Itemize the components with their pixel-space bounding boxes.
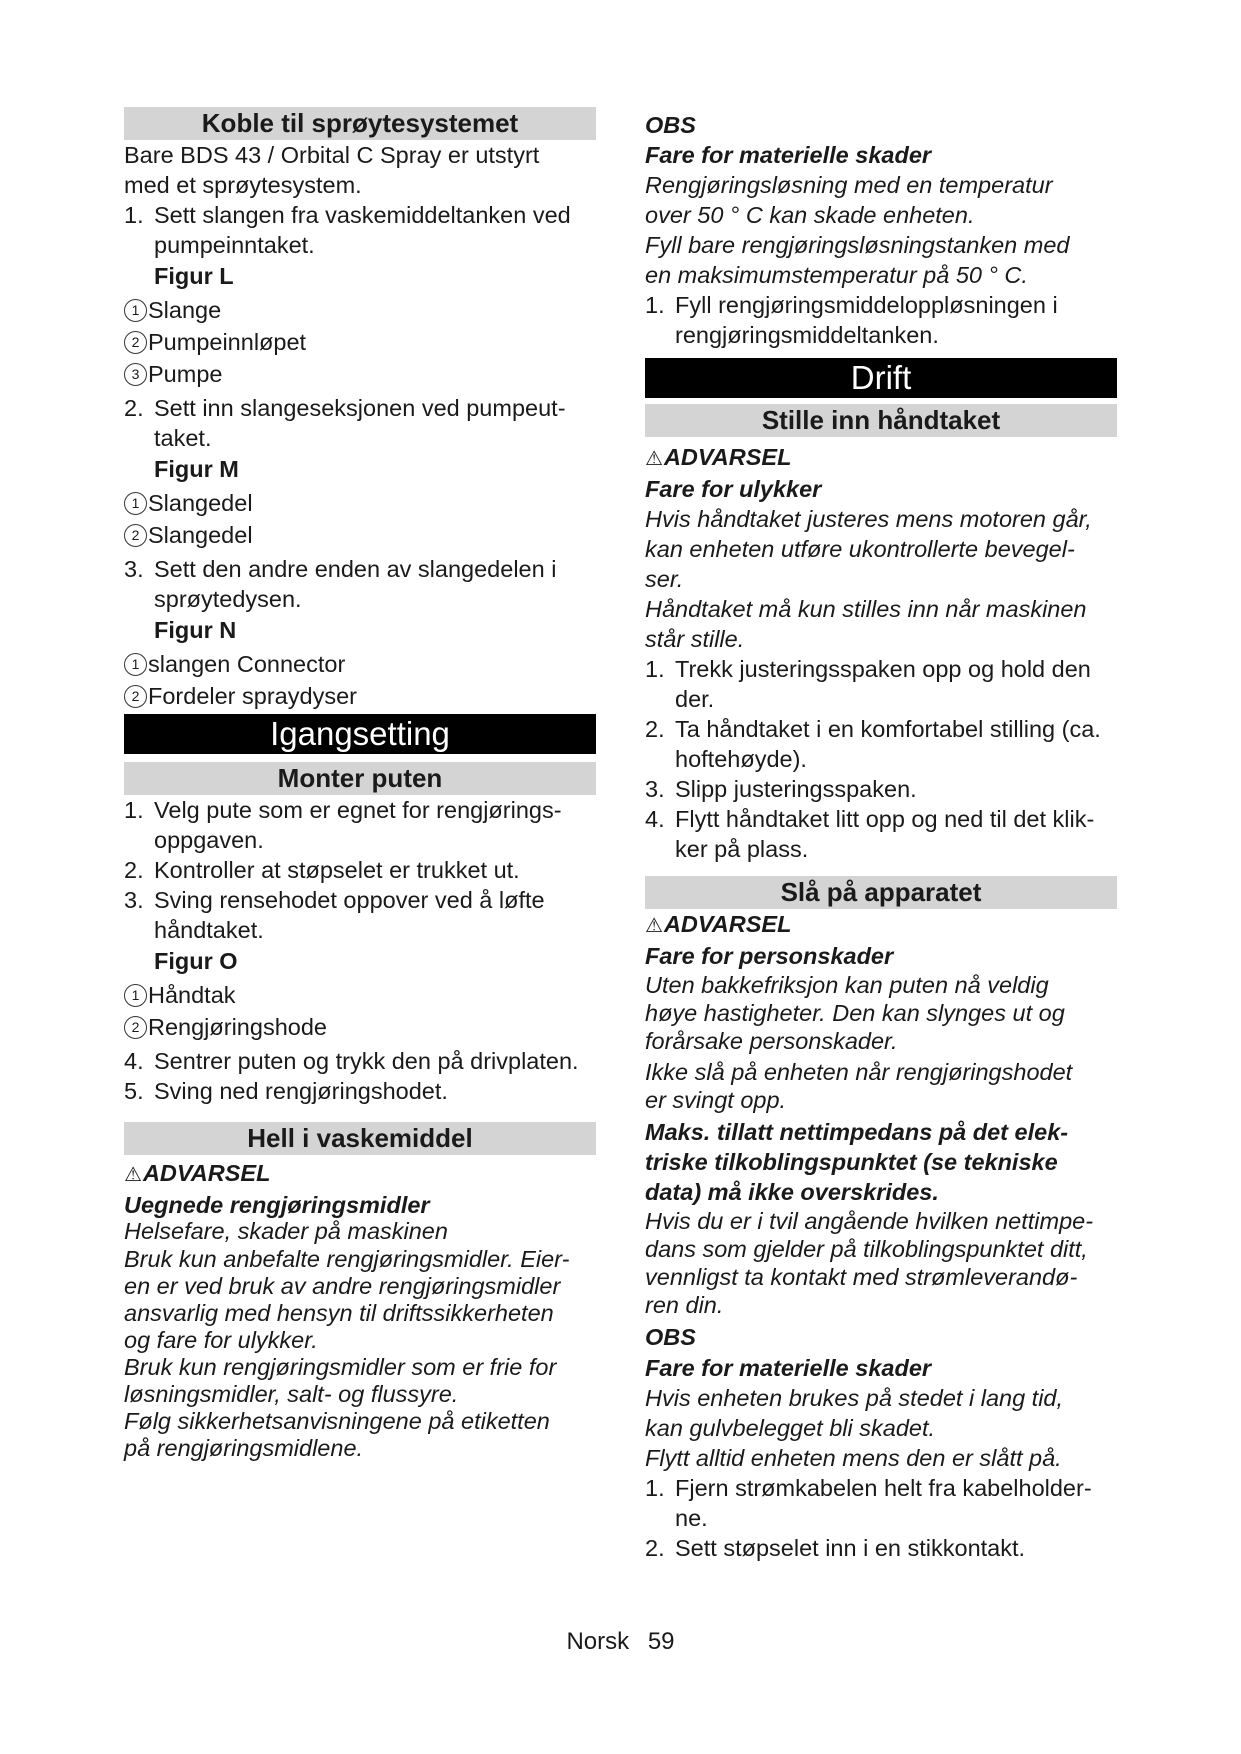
paragraph: Bruk kun rengjøringsmidler som er frie for løsningsmidler, salt- og flussyre.	[124, 1354, 557, 1407]
warning-title: ⚠ADVARSEL	[645, 911, 792, 937]
callout-number: 2	[124, 1016, 147, 1039]
paragraph: Håndtaket må kun stilles inn når maskinen står stille.	[645, 596, 1087, 652]
figure-label: Figur M	[154, 456, 239, 482]
step-item: 2. Sett inn slangeseksjonen ved pumpeut- taket.	[124, 395, 566, 451]
warning-icon: ⚠	[124, 1164, 142, 1186]
paragraph: Hvis enheten brukes på stedet i lang tid, kan gulvbelegget bli skadet.	[645, 1385, 1064, 1441]
callout-number: 3	[124, 363, 147, 386]
step-item: 2. Sett støpselet inn i en stikkontakt.	[645, 1535, 1026, 1561]
paragraph: Maks. tillatt nettimpedans på det elek- triske tilkoblingspunktet (se tekniske data) må ikke overskrides.	[645, 1119, 1069, 1205]
step-item: 1. Trekk justeringsspaken opp og hold den der.	[645, 656, 1091, 712]
chapter-banner: Igangsetting	[124, 714, 596, 754]
paragraph: Flytt alltid enheten mens den er slått på.	[645, 1445, 1062, 1471]
legend-item: 2 Fordeler spraydyser	[124, 680, 596, 712]
step-item: 4. Sentrer puten og trykk den på drivplaten.	[124, 1048, 579, 1074]
step-item: 3. Slipp justeringsspaken.	[645, 776, 917, 802]
figure-label: Figur L	[154, 263, 234, 289]
step-item: 4. Flytt håndtaket litt opp og ned til det klik- ker på plass.	[645, 806, 1095, 862]
legend-item: 1 Slangedel	[124, 487, 596, 519]
step-item: 5. Sving ned rengjøringshodet.	[124, 1078, 448, 1104]
warning-subtitle: Fare for ulykker	[645, 476, 822, 502]
legend-item: 2 Pumpeinnløpet	[124, 326, 596, 358]
paragraph: Hvis du er i tvil angående hvilken nettimpe- dans som gjelder på tilkoblingspunktet ditt, vennligst ta kontakt med strømleverandø- ren din.	[645, 1208, 1094, 1318]
legend-item: 1 Håndtak	[124, 979, 596, 1011]
intro-text: Bare BDS 43 / Orbital C Spray er utstyrt med et sprøytesystem.	[124, 142, 540, 198]
section-heading: Monter puten	[124, 762, 596, 795]
section-heading: Koble til sprøytesystemet	[124, 107, 596, 140]
step-item: 1. Fjern strømkabelen helt fra kabelholder- ne.	[645, 1475, 1092, 1531]
section-heading: Hell i vaskemiddel	[124, 1122, 596, 1155]
legend-item: 3 Pumpe	[124, 358, 596, 390]
step-item: 3. Sett den andre enden av slangedelen i sprøytedysen.	[124, 556, 557, 612]
paragraph: Følg sikkerhetsanvisningene på etiketten på rengjøringsmidlene.	[124, 1408, 550, 1461]
callout-number: 2	[124, 685, 147, 708]
step-item: 1. Fyll rengjøringsmiddeloppløsningen i rengjøringsmiddeltanken.	[645, 292, 1058, 348]
left-column	[124, 107, 596, 1462]
figure-label: Figur O	[154, 948, 238, 974]
footer-language: Norsk	[566, 1628, 630, 1655]
paragraph: Helsefare, skader på maskinen	[124, 1218, 448, 1244]
warning-subtitle: Fare for personskader	[645, 943, 894, 969]
notice-subtitle: Fare for materielle skader	[645, 142, 932, 168]
paragraph: Hvis håndtaket justeres mens motoren går, kan enheten utføre ukontrollerte bevegel- ser.	[645, 506, 1092, 592]
legend-item: 1 slangen Connector	[124, 648, 596, 680]
paragraph: Ikke slå på enheten når rengjøringshodet er svingt opp.	[645, 1059, 1073, 1113]
page-footer	[0, 1628, 1241, 1656]
warning-icon: ⚠	[645, 448, 663, 470]
step-item: 3. Sving rensehodet oppover ved å løfte håndtaket.	[124, 887, 545, 943]
step-item: 2. Kontroller at støpselet er trukket ut.	[124, 857, 520, 883]
notice-subtitle: Fare for materielle skader	[645, 1355, 932, 1381]
right-column	[645, 110, 1117, 1563]
warning-subtitle: Uegnede rengjøringsmidler	[124, 1192, 430, 1218]
warning-title: ⚠ADVARSEL	[124, 1160, 271, 1186]
warning-title: ⚠ADVARSEL	[645, 444, 792, 470]
legend-item: 2 Slangedel	[124, 519, 596, 551]
paragraph: Bruk kun anbefalte rengjøringsmidler. Eier- en er ved bruk av andre rengjøringsmidler ansvarlig med hensyn til driftssikkerheten og fare for ulykker.	[124, 1246, 570, 1353]
notice-title: OBS	[645, 1324, 696, 1350]
chapter-banner: Drift	[645, 358, 1117, 398]
figure-label: Figur N	[154, 617, 237, 643]
callout-number: 2	[124, 331, 147, 354]
notice-title: OBS	[645, 112, 696, 138]
callout-number: 1	[124, 299, 147, 322]
page-number: 59	[647, 1628, 675, 1655]
section-heading: Stille inn håndtaket	[645, 404, 1117, 437]
warning-icon: ⚠	[645, 915, 663, 937]
paragraph: Rengjøringsløsning med en temperatur over 50 ° C kan skade enheten.	[645, 172, 1053, 228]
step-item: 1. Velg pute som er egnet for rengjørings- oppgaven.	[124, 797, 562, 853]
step-item: 2. Ta håndtaket i en komfortabel stilling (ca. hoftehøyde).	[645, 716, 1101, 772]
legend-item: 2 Rengjøringshode	[124, 1011, 596, 1043]
callout-number: 1	[124, 984, 147, 1007]
callout-number: 1	[124, 653, 147, 676]
paragraph: Uten bakkefriksjon kan puten nå veldig høye hastigheter. Den kan slynges ut og forårsake personskader.	[645, 972, 1065, 1054]
section-heading: Slå på apparatet	[645, 876, 1117, 909]
legend-item: 1 Slange	[124, 294, 596, 326]
paragraph: Fyll bare rengjøringsløsningstanken med en maksimumstemperatur på 50 ° C.	[645, 232, 1070, 288]
callout-number: 1	[124, 492, 147, 515]
step-item: 1. Sett slangen fra vaskemiddeltanken ved pumpeinntaket.	[124, 202, 571, 258]
callout-number: 2	[124, 524, 147, 547]
